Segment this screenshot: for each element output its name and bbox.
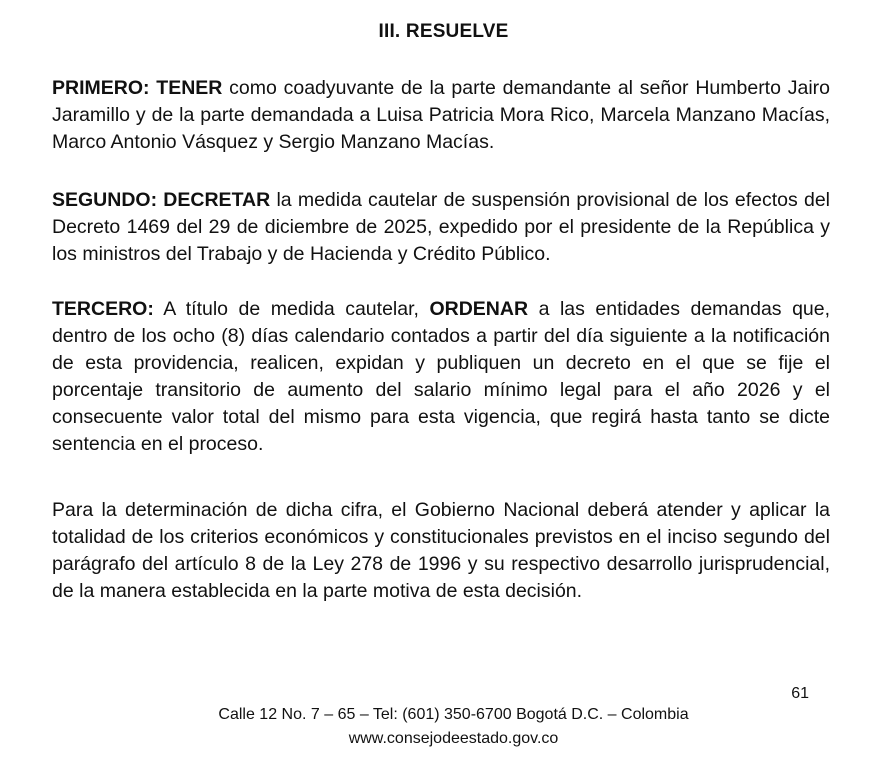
paragraph-tercero bbox=[52, 296, 830, 458]
tercero-emphasis: ORDENAR bbox=[429, 298, 529, 320]
cuarto-text: Para la determinación de dicha cifra, el Gobierno Nacional deberá atender y aplicar la totalidad de los criterios económicos y constitucionales previstos en el inciso segundo del parágrafo del artículo 8 de la Ley 278 de 1996 y su respectivo desarrollo jurisprudencial, de la manera establecida en la parte motiva de esta decisión. bbox=[52, 499, 830, 602]
footer-website: www.consejodeestado.gov.co bbox=[348, 730, 559, 747]
segundo-label: SEGUNDO: DECRETAR bbox=[52, 189, 271, 211]
primero-label: PRIMERO: TENER bbox=[52, 77, 223, 99]
tercero-text-after: a las entidades demandas que, dentro de los ocho (8) días calendario contados a partir del día siguiente a la notificación de esta providencia, realicen, expidan y publiquen un decreto en el que se fije el porcentaje transitorio de aumento del salario mínimo legal para el año 2026 y el consecuente valor total del mismo para esta vigencia, que regirá hasta tanto se dicte sentencia en el proceso. bbox=[52, 298, 831, 455]
tercero-label: TERCERO: bbox=[52, 298, 154, 320]
paragraph-cuarto bbox=[52, 497, 830, 605]
primero-text: como coadyuvante de la parte demandante al señor Humberto Jairo Jaramillo y de la parte demandada a Luisa Patricia Mora Rico, Marcela Manzano Macías, Marco Antonio Vásquez y Sergio Manzano Macías. bbox=[52, 77, 830, 153]
page-number: 61 bbox=[791, 685, 809, 702]
paragraph-primero bbox=[52, 75, 830, 156]
paragraph-segundo bbox=[52, 187, 830, 268]
footer-address: Calle 12 No. 7 – 65 – Tel: (601) 350-6700 Bogotá D.C. – Colombia bbox=[218, 706, 689, 723]
section-heading: III. RESUELVE bbox=[378, 21, 509, 42]
tercero-text-before: A título de medida cautelar, bbox=[163, 298, 419, 320]
segundo-text: la medida cautelar de suspensión provisional de los efectos del Decreto 1469 del 29 de diciembre de 2025, expedido por el presidente de la República y los ministros del Trabajo y de Hacienda y Crédito Público. bbox=[52, 189, 830, 265]
